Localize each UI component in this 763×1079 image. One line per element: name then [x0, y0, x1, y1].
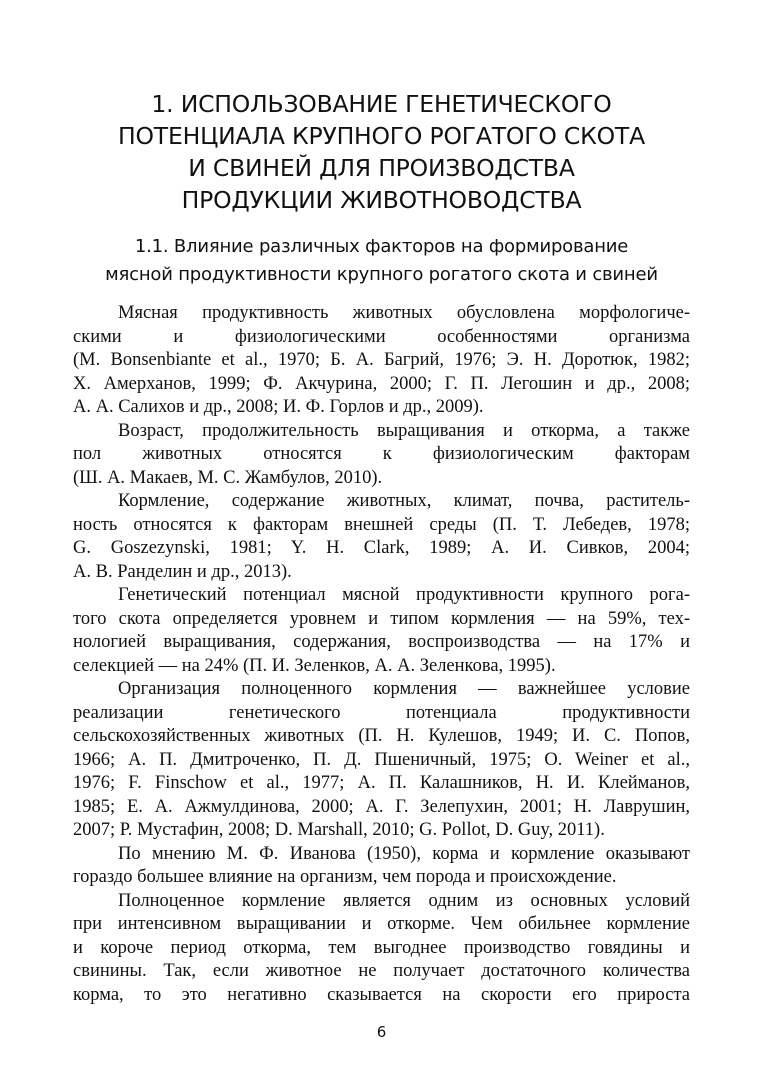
paragraph-line: при интенсивном выращивании и откорме. Чем обильнее кормление	[73, 914, 690, 934]
paragraph-line: реализации генетического потенциала продуктивности	[73, 702, 690, 723]
document-page	[73, 0, 690, 1079]
paragraph-line: 1966; А. П. Дмитроченко, П. Д. Пшеничный, 1975; O. Weiner et al.,	[73, 749, 690, 770]
paragraph-line: G. Goszezynski, 1981; Y. H. Clark, 1989; А. И. Сивков, 2004;	[73, 538, 690, 558]
paragraph-line: (M. Bonsenbiante et al., 1970; Б. А. Багрий, 1976; Э. Н. Доротюк, 1982;	[73, 350, 690, 370]
paragraph-line: 1976; F. Finschow et al., 1977; А. П. Калашников, Н. И. Клейманов,	[73, 773, 690, 793]
paragraph-line: Организация полноценного кормления — важнейшее условие	[118, 679, 690, 699]
paragraph	[73, 302, 690, 420]
section-title	[73, 233, 690, 289]
paragraph-line: А. В. Ранделин и др., 2013).	[73, 561, 292, 582]
paragraph	[73, 843, 690, 890]
paragraph-line: сельскохозяйственных животных (П. Н. Кулешов, 1949; И. С. Попов,	[73, 726, 690, 746]
section-title-line: мясной продуктивности крупного рогатого скота и свиней	[105, 264, 658, 285]
paragraph-line: А. А. Салихов и др., 2008; И. Ф. Горлов и др., 2009).	[73, 397, 484, 417]
paragraph-line: 1985; Е. А. Ажмулдинова, 2000; А. Г. Зелепухин, 2001; Н. Лаврушин,	[73, 796, 690, 817]
paragraph-line: Полноценное кормление является одним из основных условий	[118, 890, 690, 911]
paragraph	[73, 420, 690, 491]
paragraph-line: Возраст, продолжительность выращивания и откорма, а также	[118, 420, 690, 441]
paragraph-line: гораздо большее влияние на организм, чем порода и происхождение.	[73, 867, 617, 887]
paragraph-line: Генетический потенциал мясной продуктивности крупного рога-	[118, 585, 690, 605]
chapter-title-line: 1. ИСПОЛЬЗОВАНИЕ ГЕНЕТИЧЕСКОГО	[151, 90, 612, 118]
chapter-title-line: ПРОДУКЦИИ ЖИВОТНОВОДСТВА	[181, 186, 582, 214]
paragraph-line: селекцией — на 24% (П. И. Зеленков, А. А. Зеленкова, 1995).	[73, 655, 556, 676]
paragraph-line: корма, то это негативно сказывается на скорости его прироста	[73, 984, 690, 1005]
paragraph-line: свинины. Так, если животное не получает достаточного количества	[73, 961, 690, 981]
paragraph-line: нологией выращивания, содержания, воспроизводства — на 17% и	[73, 632, 690, 652]
paragraph-line: скими и физиологическими особенностями организма	[73, 326, 690, 347]
chapter-title-line: ПОТЕНЦИАЛА КРУПНОГО РОГАТОГО СКОТА	[118, 122, 645, 150]
paragraph	[73, 678, 690, 843]
paragraph-line: (Ш. А. Макаев, М. С. Жамбулов, 2010).	[73, 467, 383, 488]
paragraph-line: пол животных относятся к физиологическим факторам	[73, 444, 690, 464]
paragraph-line: ность относятся к факторам внешней среды (П. Т. Лебедев, 1978;	[73, 514, 690, 535]
paragraph-line: Х. Амерханов, 1999; Ф. Акчурина, 2000; Г. П. Легошин и др., 2008;	[73, 373, 690, 394]
paragraph-line: и короче период откорма, тем выгоднее производство говядины и	[73, 937, 690, 958]
paragraph	[73, 890, 690, 1008]
section-title-line: 1.1. Влияние различных факторов на формирование	[134, 236, 629, 257]
page-number: 6	[376, 1023, 387, 1041]
paragraph-line: Мясная продуктивность животных обусловлена морфологиче-	[118, 303, 690, 323]
paragraph-line: Кормление, содержание животных, климат, почва, раститель-	[118, 491, 690, 511]
paragraph-line: 2007; Р. Мустафин, 2008; D. Marshall, 2010; G. Pollot, D. Guy, 2011).	[73, 820, 605, 840]
chapter-title-line: И СВИНЕЙ ДЛЯ ПРОИЗВОДСТВА	[188, 154, 575, 182]
paragraph	[73, 490, 690, 584]
paragraph-line: По мнению М. Ф. Иванова (1950), корма и кормление оказывают	[118, 843, 690, 864]
paragraph-line: того скота определяется уровнем и типом кормления — на 59%, тех-	[73, 608, 690, 629]
chapter-title	[73, 88, 690, 216]
paragraph	[73, 584, 690, 678]
body-text	[73, 302, 690, 1007]
